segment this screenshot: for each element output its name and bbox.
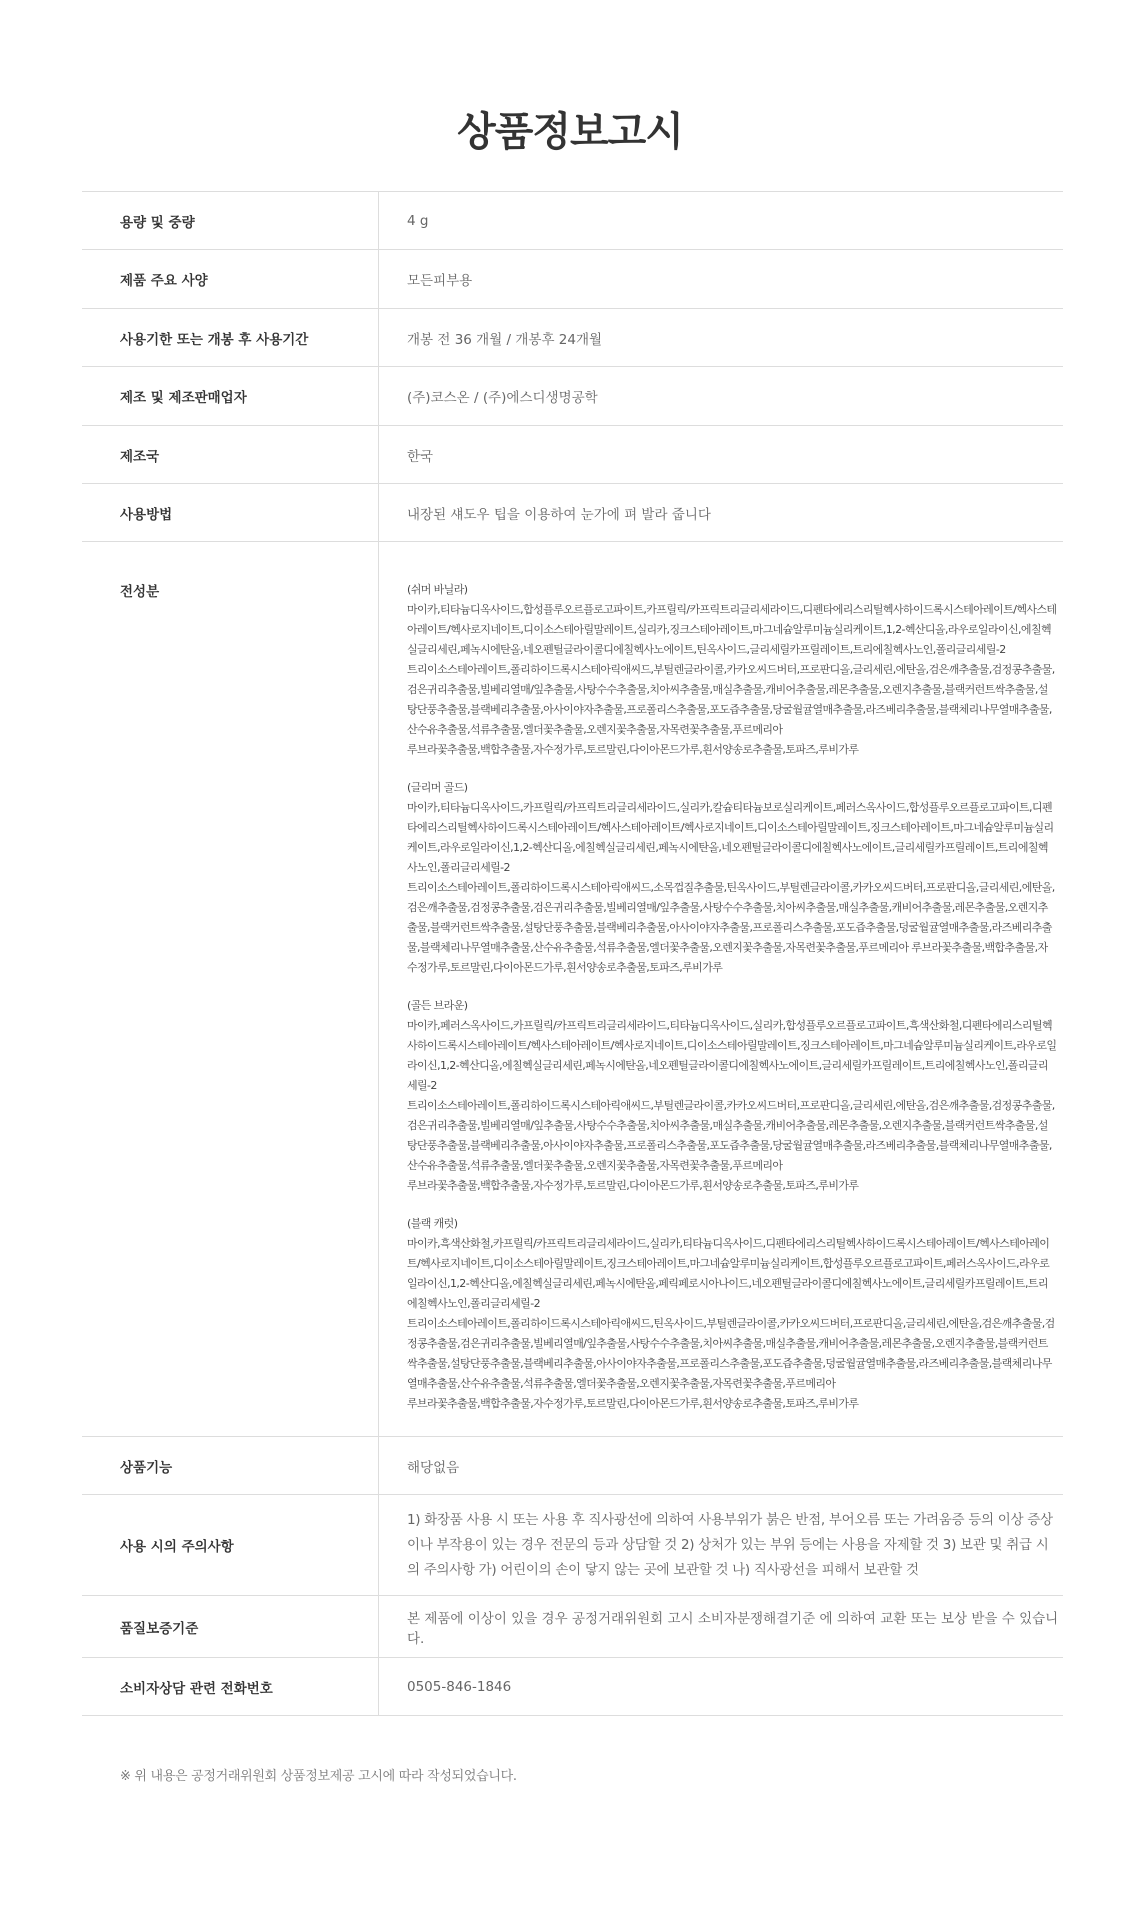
page-title: 상품정보고시 <box>457 109 683 155</box>
row-label: 사용 시의 주의사항 <box>82 1495 379 1595</box>
row-label: 상품기능 <box>82 1437 379 1494</box>
shade-name: (블랙 캐럿) <box>407 1217 458 1230</box>
row-label: 품질보증기준 <box>82 1596 379 1657</box>
row-value: 0505-846-1846 <box>407 1678 512 1695</box>
ingredient-block <box>407 580 1057 760</box>
ingredient-block <box>407 778 1057 978</box>
row-label: 제조국 <box>82 426 379 483</box>
table-row-spec <box>82 250 1063 309</box>
row-value: 4 g <box>407 212 429 229</box>
table-row-quality <box>82 1596 1063 1658</box>
row-label: 제품 주요 사양 <box>82 250 379 308</box>
ingredients-value <box>379 542 1063 1436</box>
row-value: 한국 <box>407 448 434 465</box>
row-label: 소비자상담 관련 전화번호 <box>82 1658 379 1715</box>
table-row-maker <box>82 367 1063 426</box>
table-row-usage <box>82 484 1063 542</box>
table-row-caution <box>82 1495 1063 1596</box>
ingredient-block <box>407 1214 1057 1414</box>
row-value: 본 제품에 이상이 있을 경우 공정거래위원회 고시 소비자분쟁해결기준 에 의하여 교환 또는 보상 받을 수 있습니다. <box>407 1610 1059 1647</box>
footnote: ※ 위 내용은 공정거래위원회 상품정보제공 고시에 따라 작성되었습니다. <box>120 1769 517 1784</box>
table-row-function <box>82 1437 1063 1495</box>
row-label: 용량 및 중량 <box>82 192 379 249</box>
row-value: 내장된 섀도우 팁을 이용하여 눈가에 펴 발라 줍니다 <box>407 506 711 523</box>
table-row-country <box>82 426 1063 484</box>
ingredient-list: 마이카,티타늄디옥사이드,합성플루오르플로고파이트,카프릴릭/카프릭트리글리세라이드,디펜타에리스리틸헥사하이드록시스테아레이트/헥사스테아레이트/헥사로지네이트,디이소스테아릴말레이트,실리카,징크스테아레이트,마그네슘알루미늄실리케이트,1,2-헥산디올,라우로일라이신,에칠헥실글리세린,페녹시에탄올,네오펜틸글라이콜디에칠헥사노에이트,틴옥사이드,글리세릴카프릴레이트,트리에칠헥사노인,폴리글리세릴-2 트리이소스테아레이트,폴리하이드록시스테아릭애씨드,부틸렌글라이콜,카카오씨드버터,프로판디올,글리세린,에탄올,검은깨추출물,검정콩추출물,검은귀리추출물,빌베리열매/잎추출물,사탕수수추출물,치아씨추출물,매실추출물,캐비어추출물,레몬추출물,오렌지추출물,블랙커런트싹추출물,설탕단풍추출물,블랙베리추출물,아사이야자추출물,프로폴리스추출물,포도즙추출물,당굴월귤열매추출물,라즈베리추출물,블랙체리나무열매추출물,산수유추출물,석류추출물,엘더꽃추출물,오렌지꽃추출물,자목련꽃추출물,푸르메리아 루브라꽃추출물,백합추출물,자수정가루,토르말린,다이아몬드가루,흰서양송로추출물,토파즈,루비가루 <box>407 603 1057 756</box>
shade-name: (글리머 골드) <box>407 781 468 794</box>
row-label: 사용기한 또는 개봉 후 사용기간 <box>82 309 379 366</box>
row-label: 사용방법 <box>82 484 379 541</box>
ingredient-list: 마이카,티타늄디옥사이드,카프릴릭/카프릭트리글리세라이드,실리카,칼슘티타늄보로실리케이트,페러스옥사이드,합성플루오르플로고파이트,디펜타에리스리틸헥사하이드록시스테아레이트/헥사스테아레이트/헥사로지네이트,디이소스테아릴말레이트,징크스테아레이트,마그네슘알루미늄실리케이트,라우로일라이신,1,2-헥산디올,에칠헥실글리세린,페녹시에탄올,네오펜틸글라이콜디에칠헥사노에이트,글리세릴카프릴레이트,트리에칠헥사노인,폴리글리세릴-2 트리이소스테아레이트,폴리하이드록시스테아릭애씨드,소목껍질추출물,틴옥사이드,부틸렌글라이콜,카카오씨드버터,프로판디올,글리세린,에탄올,검은깨추출물,검정콩추출물,검은귀리추출물,빌베리열매/잎추출물,사탕수수추출물,치아씨추출물,매실추출물,캐비어추출물,레몬추출물,오렌지추출물,블랙커런트싹추출물,설탕단풍추출물,블랙베리추출물,아사이야자추출물,프로폴리스추출물,포도즙추출물,덩굴월귤열매추출물,라즈베리추출물,블랙체리나무열매추출물,산수유추출물,석류추출물,엘더꽃추출물,오렌지꽃추출물,자목련꽃추출물,푸르메리아 루브라꽃추출물,백합추출물,자수정가루,토르말린,다이아몬드가루,흰서양송로추출물,토파즈,루비가루 <box>407 801 1055 974</box>
table-row-ingredients <box>82 542 1063 1437</box>
row-value: 모든피부용 <box>407 273 473 289</box>
shade-name: (쉬머 바닐라) <box>407 583 468 596</box>
ingredient-list: 마이카,페러스옥사이드,카프릴릭/카프릭트리글리세라이드,티타늄디옥사이드,실리카,합성플루오르플로고파이트,흑색산화철,디펜타에리스리틸헥사하이드록시스테아레이트/헥사스테아레이트/헥사로지네이트,디이소스테아릴말레이트,징크스테아레이트,마그네슘알루미늄실리케이트,라우로일라이신,1,2-헥산디올,에칠헥실글리세린,페녹시에탄올,네오펜틸글라이콜디에칠헥사노에이트,글리세릴카프릴레이트,트리에칠헥사노인,폴리글리세릴-2 트리이소스테아레이트,폴리하이드록시스테아릭애씨드,부틸렌글라이콜,카카오씨드버터,프로판디올,글리세린,에탄올,검은깨추출물,검정콩추출물,검은귀리추출물,빌베리열매/잎추출물,사탕수수추출물,치아씨추출물,매실추출물,캐비어추출물,레몬추출물,오렌지추출물,블랙커런트싹추출물,설탕단풍추출물,블랙베리추출물,아사이야자추출물,프로폴리스추출물,포도즙추출물,당굴월귤열매추출물,라즈베리추출물,블랙체리나무열매추출물,산수유추출물,석류추출물,엘더꽃추출물,오렌지꽃추출물,자목련꽃추출물,푸르메리아 루브라꽃추출물,백합추출물,자수정가루,토르말린,다이아몬드가루,흰서양송로추출물,토파즈,루비가루 <box>407 1019 1057 1192</box>
row-value: 1) 화장품 사용 시 또는 사용 후 직사광선에 의하여 사용부위가 붉은 반점, 부어오름 또는 가려움증 등의 이상 증상이나 부작용이 있는 경우 전문의 등과 상담할 것 2) 상처가 있는 부위 등에는 사용을 자제할 것 3) 보관 및 취급 시의 주의사항 가) 어린이의 손이 닿지 않는 곳에 보관할 것 나) 직사광선을 피해서 보관할 것 <box>407 1511 1053 1578</box>
row-value: 개봉 전 36 개월 / 개봉후 24개월 <box>407 331 603 348</box>
product-info-table <box>82 191 1063 1716</box>
shade-name: (골든 브라운) <box>407 999 468 1012</box>
table-row-expiry <box>82 309 1063 367</box>
table-row-phone <box>82 1658 1063 1716</box>
ingredient-block <box>407 996 1057 1196</box>
row-value: 해당없음 <box>407 1459 460 1476</box>
row-label: 전성분 <box>82 542 379 1436</box>
row-value: (주)코스온 / (주)에스디생명공학 <box>407 390 598 406</box>
table-row-capacity <box>82 192 1063 250</box>
row-label: 제조 및 제조판매업자 <box>82 367 379 425</box>
ingredient-list: 마이카,흑색산화철,카프릴릭/카프릭트리글리세라이드,실리카,티타늄디옥사이드,디펜타에리스리틸헥사하이드록시스테아레이트/헥사스테아레이트/헥사로지네이트,디이소스테아릴말레이트,징크스테아레이트,마그네슘알루미늄실리케이트,합성플루오르플로고파이트,페러스옥사이드,라우로일라이신,1,2-헥산디올,에칠헥실글리세린,페녹시에탄올,페릭페로시아나이드,네오펜틸글라이콜디에칠헥사노에이트,글리세릴카프릴레이트,트리에칠헥사노인,폴리글리세릴-2 트리이소스테아레이트,폴리하이드록시스테아릭애씨드,틴옥사이드,부틸렌글라이콜,카카오씨드버터,프로판디올,글리세린,에탄올,검은깨추출물,검정콩추출물,검은귀리추출물,빌베리열매/잎추출물,사탕수수추출물,치아씨추출물,매실추출물,캐비어추출물,레몬추출물,오렌지추출물,블랙커런트싹추출물,설탕단풍추출물,블랙베리추출물,아사이야자추출물,프로폴리스추출물,포도즙추출물,덩굴월귤열매추출물,라즈베리추출물,블랙체리나무열매추출물,산수유추출물,석류추출물,엘더꽃추출물,오렌지꽃추출물,자목련꽃추출물,푸르메리아 루브라꽃추출물,백합추출물,자수정가루,토르말린,다이아몬드가루,흰서양송로추출물,토파즈,루비가루 <box>407 1237 1055 1410</box>
